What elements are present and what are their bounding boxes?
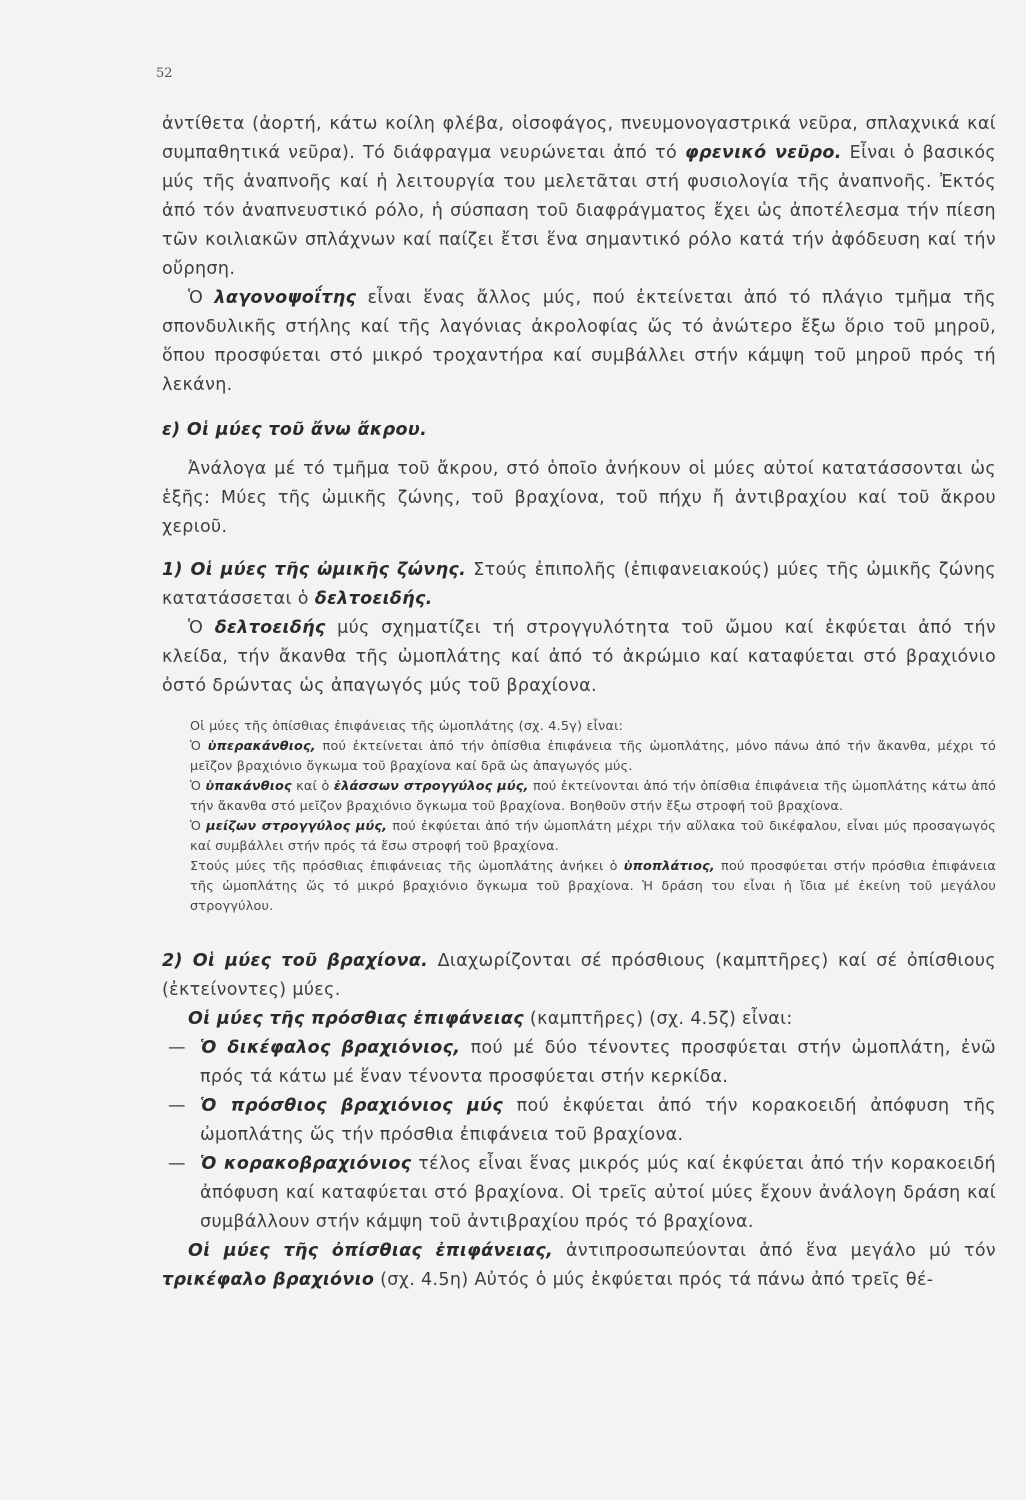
text-run: Ὁ [190, 739, 208, 754]
emphasis-term: τρικέφαλο βραχιόνιο [162, 1270, 375, 1290]
emphasis-term: ὑπερακάνθιος, [207, 739, 316, 754]
text-run: Ὁ [188, 618, 215, 638]
note-line [190, 777, 996, 817]
paragraph-diaphragm [162, 110, 996, 284]
text-run: (σχ. 4.5η) Αὐτός ὁ μύς ἐκφύεται πρός τά πάνω ἀπό τρεῖς θέ- [374, 1270, 934, 1290]
paragraph-classification: Ἀνάλογα μέ τό τμῆμα τοῦ ἄκρου, στό ὁποῖο ἀνήκουν οἱ μύες αὐτοί κατατάσσονται ὡς ἑξῆς: Μύες τῆς ὠμικῆς ζώνης, τοῦ βραχίονα, τοῦ πήχυ ἤ ἀντιβραχίου καί τοῦ ἄκρου χεριοῦ. [162, 459, 996, 537]
emphasis-term: ὑποπλάτιος, [623, 859, 715, 874]
paragraph-arm-muscles [162, 947, 996, 1005]
text-run: (καμπτῆρες) (σχ. 4.5ζ) εἶναι: [523, 1009, 793, 1029]
text-run: πού μέ δύο τένοντες προσφύεται στήν ὠμοπλάτη, ἐνῶ πρός τά κάτω μέ ἕναν τένοντα προσφύεται στήν κερκίδα. [200, 1038, 996, 1087]
text-run: πού ἐκτείνεται ἀπό τήν ὀπίσθια ἐπιφάνεια τῆς ὠμοπλάτης, μόνο πάνω ἀπό τήν ἄκανθα, μέχρι τό μεῖζον βραχιόνιο ὄγκωμα τοῦ βραχίονα καί δρᾶ ὡς ἀπαγωγός μύς. [190, 739, 996, 774]
dash-bullet: — [168, 1154, 186, 1174]
emphasis-term: φρενικό νεῦρο. [684, 143, 842, 163]
paragraph-shoulder-girdle [162, 556, 996, 614]
paragraph-deltoid [162, 614, 996, 701]
text-run: Ὁ [190, 819, 207, 834]
text-run: εἶναι ἕνας ἄλλος μύς, πού ἐκτείνεται ἀπό τό πλάγιο τμῆμα τῆς σπονδυλικῆς στήλης καί τῆς λαγόνιας ἀκρολοφίας ὥς τό ἀνώτερο ἔξω ὅριο τοῦ μηροῦ, ὅπου προσφύεται στό μικρό τροχαντήρα καί συμβάλλει στήν κάμψη τοῦ μηροῦ πρός τή λεκάνη. [162, 288, 996, 395]
note-line [190, 737, 996, 777]
paragraph-anterior-muscles [162, 1005, 996, 1034]
dash-bullet: — [168, 1096, 186, 1116]
text-run: Ὁ [188, 288, 215, 308]
list-item [162, 1034, 996, 1092]
note-line [190, 857, 996, 917]
small-print-note [190, 717, 996, 917]
emphasis-term: Ὁ δικέφαλος βραχιόνιος, [200, 1038, 461, 1058]
emphasis-term: Ὁ πρόσθιος βραχιόνιος μύς [200, 1096, 504, 1116]
text-body [162, 110, 996, 1295]
list-item [162, 1092, 996, 1150]
emphasis-term: δελτοειδής. [314, 589, 433, 609]
list-item [162, 1150, 996, 1237]
text-run: μύς σχηματίζει τή στρογγυλότητα τοῦ ὤμου καί ἐκφύεται ἀπό τήν κλείδα, τήν ἄκανθα τῆς ὠμοπλάτης καί ἀπό τό ἀκρώμιο καί καταφύεται στό βραχιόνιο ὀστό δρώντας ὡς ἀπαγωγός μύς τοῦ βραχίονα. [162, 618, 997, 696]
text-run: πού προσφύεται στήν πρόσθια ἐπιφάνεια τῆς ὠμοπλάτης ὥς τό μικρό βραχιόνιο ὄγκωμα τοῦ βραχίονα. Ἡ δράση του εἶναι ἡ ἴδια μέ ἐκείνη τοῦ μεγάλου στρογγύλου. [190, 859, 996, 914]
note-line [190, 817, 996, 857]
emphasis-term: ὑπακάνθιος [205, 779, 292, 794]
section-heading-upper-limb: ε) Οἱ μύες τοῦ ἄνω ἄκρου. [162, 420, 428, 440]
text-run: Ὁ [190, 779, 206, 794]
text-run: πού ἐκφύεται ἀπό τήν κορακοειδή ἀπόφυση τῆς ὠμοπλάτης ὥς τήν πρόσθια ἐπιφάνεια τοῦ βραχίονα. [200, 1096, 996, 1145]
text-run: Στούς μύες τῆς πρόσθιας ἐπιφάνειας τῆς ὠμοπλάτης ἀνήκει ὁ [190, 859, 624, 874]
emphasis-term: Οἱ μύες τῆς ὀπίσθιας ἐπιφάνειας, [188, 1241, 554, 1261]
dash-bullet: — [168, 1038, 186, 1058]
emphasis-term: δελτοειδής [214, 618, 326, 638]
note-line: Οἱ μύες τῆς ὀπίσθιας ἐπιφάνειας τῆς ὠμοπλάτης (σχ. 4.5γ) εἶναι: [190, 719, 624, 734]
emphasis-term: ἐλάσσων στρογγύλος μύς, [333, 779, 529, 794]
page-number: 52 [156, 66, 173, 81]
anterior-muscle-list [162, 1034, 996, 1237]
text-run: καί ὁ [291, 779, 334, 794]
paragraph-posterior-muscles [162, 1237, 996, 1295]
text-run: Εἶναι ὁ βασικός μύς τῆς ἀναπνοῆς καί ἡ λειτουργία του μελετᾶται στή φυσιολογία τῆς ἀναπνοῆς. Ἐκτός ἀπό τόν ἀναπνευστικό ρόλο, ἡ σύσπαση τοῦ διαφράγματος ἔχει ὡς ἀποτέλεσμα τήν πίεση τῶν κοιλιακῶν σπλάχνων καί παίζει ἔτσι ἕνα σημαντικό ρόλο κατά τήν ἀφόδευση καί τήν οὔρηση. [162, 143, 997, 279]
text-run: Στούς ἐπιπολῆς (ἐπιφανειακούς) μύες τῆς ὠμικῆς ζώνης κατατάσσεται ὁ [162, 560, 996, 609]
emphasis-term: Ὁ κορακοβραχιόνιος [200, 1154, 412, 1174]
text-run: πού ἐκφύεται ἀπό τήν ὠμοπλάτη μέχρι τήν αὔλακα τοῦ δικέφαλου, εἶναι μύς προσαγωγός καί συμβάλλει στήν πρός τά ἔσω στροφή τοῦ βραχίονα. [190, 819, 996, 854]
subsection-heading-arm: 2) Οἱ μύες τοῦ βραχίονα. [162, 951, 429, 971]
subsection-heading-shoulder: 1) Οἱ μύες τῆς ὠμικῆς ζώνης. [162, 560, 467, 580]
text-run: τέλος εἶναι ἕνας μικρός μύς καί ἐκφύεται ἀπό τήν κορακοειδή ἀπόφυση καί καταφύεται στό βραχίονα. Οἱ τρεῖς αὐτοί μύες ἔχουν ἀνάλογη δράση καί συμβάλλουν στήν κάμψη τοῦ ἀντιβραχίου πρός τό βραχίονα. [200, 1154, 996, 1232]
emphasis-term: μείζων στρογγύλος μύς, [206, 819, 388, 834]
emphasis-term: Οἱ μύες τῆς πρόσθιας ἐπιφάνειας [188, 1009, 524, 1029]
text-run: πού ἐκτείνονται ἀπό τήν ὀπίσθια ἐπιφάνεια τῆς ὠμοπλάτης κάτω ἀπό τήν ἄκανθα στό μεῖζον βραχιόνιο ὄγκωμα τοῦ βραχίονα. Βοηθοῦν στήν ἔξω στροφή τοῦ βραχίονα. [190, 779, 996, 814]
text-run: ἀντίθετα (ἀορτή, κάτω κοίλη φλέβα, οἰσοφάγος, πνευμονογαστρικά νεῦρα, σπλαχνικά καί συμπαθητικά νεῦρα). Τό διάφραγμα νευρώνεται ἀπό τό [162, 114, 996, 163]
text-run: ἀντιπροσωπεύονται ἀπό ἕνα μεγάλο μύ τόν [553, 1241, 997, 1261]
emphasis-term: λαγονοψοΐτης [214, 288, 357, 308]
paragraph-iliopsoas [162, 284, 996, 400]
text-run: Διαχωρίζονται σέ πρόσθιους (καμπτῆρες) καί σέ ὀπίσθιους (ἐκτείνοντες) μύες. [162, 951, 996, 1000]
